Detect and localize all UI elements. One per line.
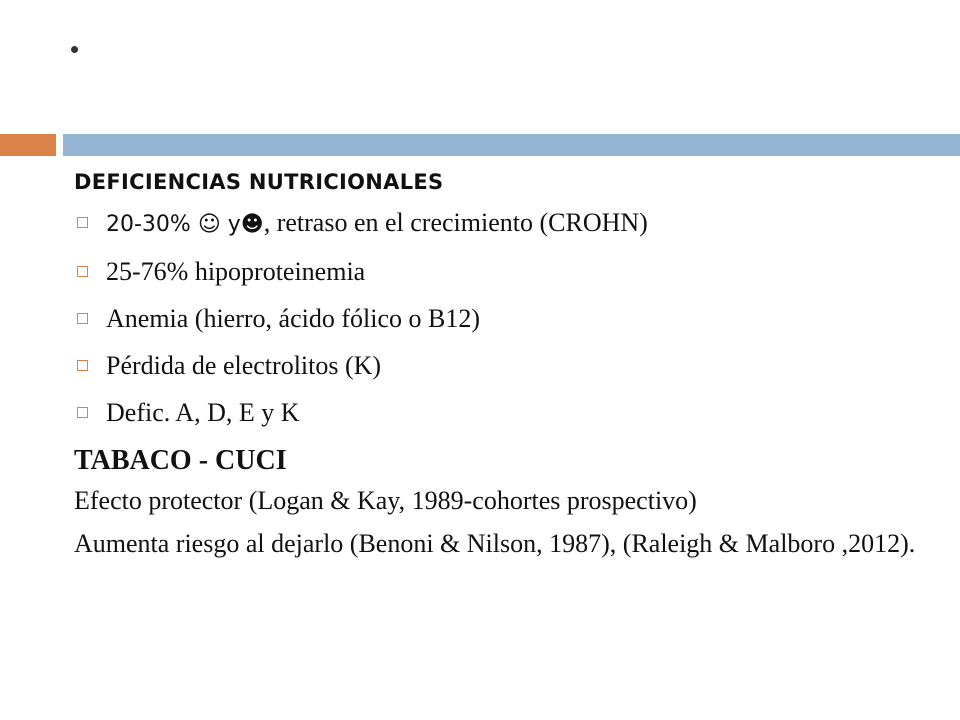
bullet-text: Anemia (hierro, ácido fólico o B12) bbox=[106, 304, 480, 333]
bullet-text: Defic. A, D, E y K bbox=[106, 398, 300, 427]
list-item bbox=[74, 257, 934, 287]
list-item bbox=[74, 304, 934, 334]
title-band bbox=[63, 134, 960, 156]
subsection-heading: TABACO - CUCI bbox=[74, 445, 287, 476]
list-item bbox=[74, 351, 934, 381]
list-item bbox=[74, 398, 934, 428]
bullet-list bbox=[74, 208, 934, 428]
list-item bbox=[74, 208, 934, 240]
paragraph: Efecto protector (Logan & Kay, 1989-cohortes prospectivo) bbox=[74, 486, 697, 515]
slide-content bbox=[74, 170, 934, 571]
bullet-text: Pérdida de electrolitos (K) bbox=[106, 351, 382, 380]
title-bullet-dot bbox=[71, 46, 78, 53]
bullet-lead: 20-30% ☺ y☻ bbox=[106, 212, 264, 237]
square-bullet-icon bbox=[77, 266, 88, 277]
section-heading: DEFICIENCIAS NUTRICIONALES bbox=[74, 170, 444, 194]
bullet-text: , retraso en el crecimiento (CROHN) bbox=[263, 208, 648, 237]
paragraph: Aumenta riesgo al dejarlo (Benoni & Nilson, 1987), (Raleigh & Malboro ,2012). bbox=[74, 529, 916, 558]
bullet-text: 25-76% hipoproteinemia bbox=[106, 257, 366, 286]
accent-bar bbox=[0, 134, 56, 156]
square-bullet-icon bbox=[77, 407, 88, 418]
square-bullet-icon bbox=[77, 313, 88, 324]
square-bullet-icon bbox=[77, 360, 88, 371]
square-bullet-icon bbox=[77, 217, 88, 228]
